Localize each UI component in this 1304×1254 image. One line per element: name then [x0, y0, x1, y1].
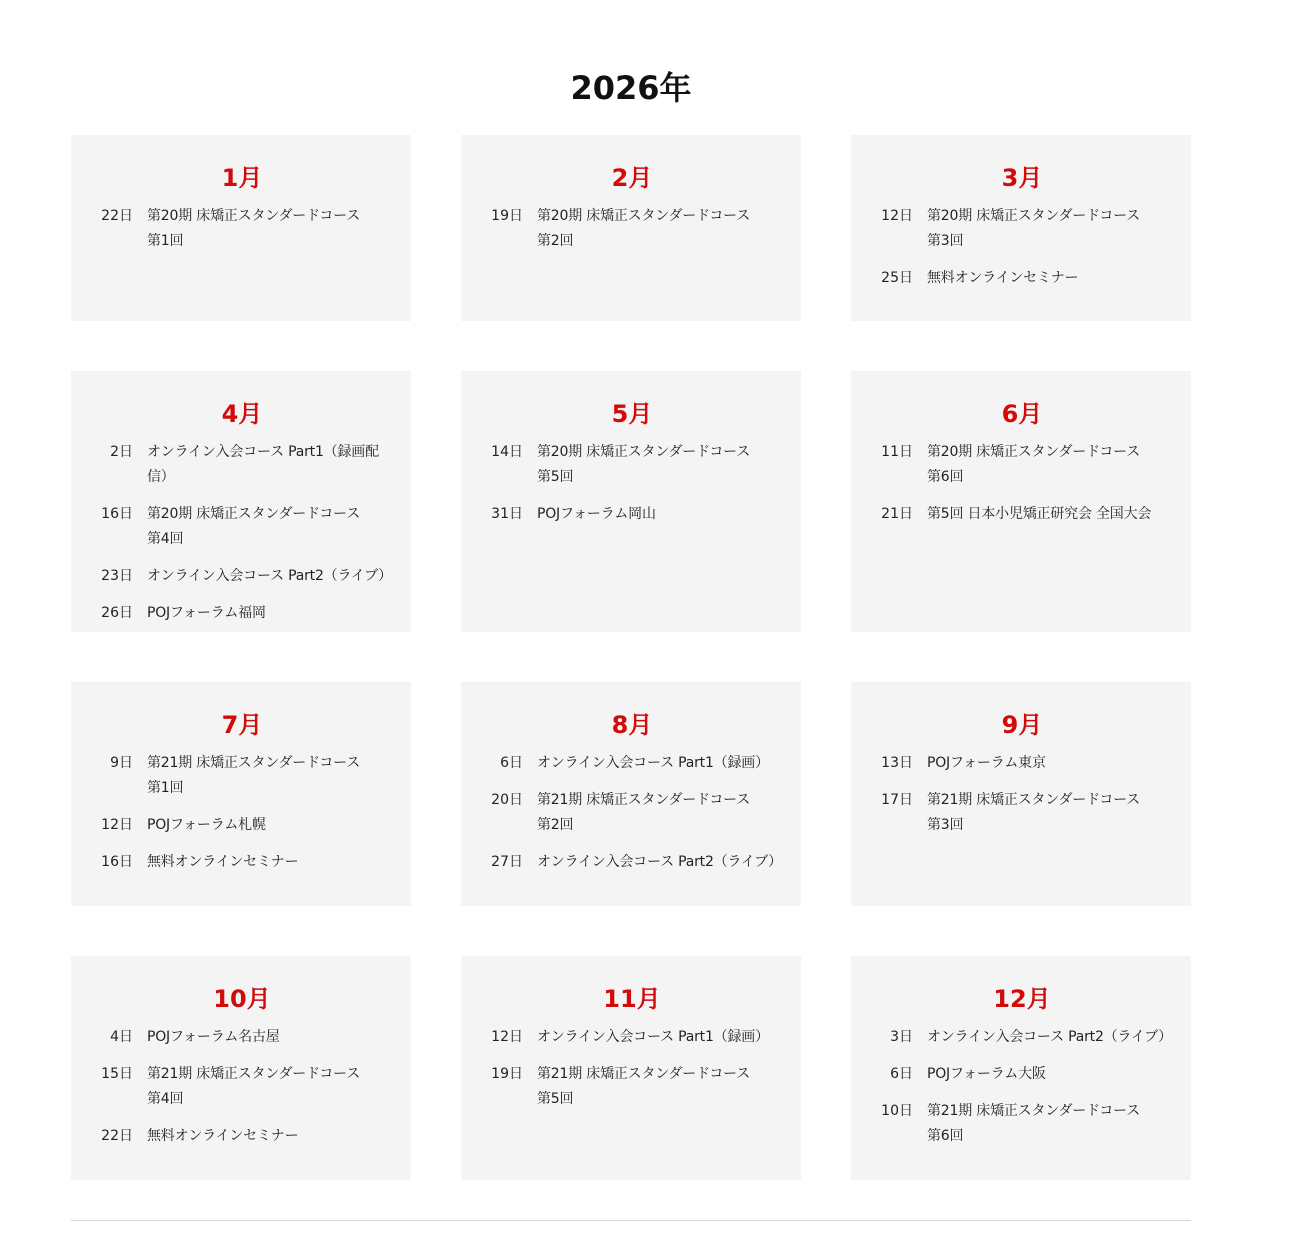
event-day: 20日: [491, 792, 523, 808]
event-item: [873, 502, 1171, 527]
month-heading: 12月: [993, 985, 1051, 1013]
month-card: [461, 956, 801, 1180]
month-heading: 11月: [603, 985, 661, 1013]
event-item: [93, 1124, 391, 1149]
event-day: 12日: [881, 208, 913, 224]
event-day: 12日: [101, 817, 133, 833]
event-item: [483, 1062, 781, 1112]
event-title: 第20期 床矯正スタンダードコース 第2回: [537, 208, 751, 249]
event-item: [873, 1025, 1171, 1050]
event-day: 10日: [881, 1103, 913, 1119]
event-day: 22日: [101, 208, 133, 224]
event-title: 第21期 床矯正スタンダードコース 第6回: [927, 1103, 1141, 1144]
event-day: 12日: [491, 1029, 523, 1045]
event-title: POJフォーラム大阪: [927, 1066, 1046, 1082]
month-card: [71, 371, 411, 632]
event-day: 14日: [491, 444, 523, 460]
event-title: 第21期 床矯正スタンダードコース 第5回: [537, 1066, 751, 1107]
month-card: [851, 956, 1191, 1180]
event-item: [483, 440, 781, 490]
calendar-row: [71, 135, 1191, 321]
event-day: 16日: [101, 854, 133, 870]
event-title: オンライン入会コース Part1（録画）: [537, 755, 769, 771]
event-title: オンライン入会コース Part2（ライブ）: [147, 568, 392, 584]
event-item: [873, 788, 1171, 838]
month-heading: 5月: [611, 400, 653, 428]
event-title: 第21期 床矯正スタンダードコース 第4回: [147, 1066, 361, 1107]
event-day: 9日: [110, 755, 133, 771]
bottom-divider: [71, 1220, 1191, 1221]
event-day: 3日: [890, 1029, 913, 1045]
event-title: 第20期 床矯正スタンダードコース 第6回: [927, 444, 1141, 485]
event-day: 19日: [491, 208, 523, 224]
event-title: オンライン入会コース Part1（録画配信）: [147, 444, 379, 485]
event-title: 第5回 日本小児矯正研究会 全国大会: [927, 506, 1152, 522]
event-title: 無料オンラインセミナー: [147, 1128, 299, 1144]
event-title: POJフォーラム名古屋: [147, 1029, 280, 1045]
event-item: [93, 813, 391, 838]
month-card: [851, 135, 1191, 321]
page-title: 2026年: [570, 69, 692, 108]
event-item: [873, 440, 1171, 490]
event-item: [93, 204, 391, 254]
event-title: 第20期 床矯正スタンダードコース 第3回: [927, 208, 1141, 249]
month-heading: 3月: [1001, 164, 1043, 192]
event-day: 19日: [491, 1066, 523, 1082]
event-title: 第20期 床矯正スタンダードコース 第4回: [147, 506, 361, 547]
event-title: POJフォーラム岡山: [537, 506, 656, 522]
event-day: 31日: [491, 506, 523, 522]
event-day: 15日: [101, 1066, 133, 1082]
event-title: オンライン入会コース Part1（録画）: [537, 1029, 769, 1045]
event-title: 無料オンラインセミナー: [927, 270, 1079, 286]
event-item: [93, 564, 391, 589]
month-heading: 9月: [1001, 711, 1043, 739]
event-item: [93, 1025, 391, 1050]
event-day: 22日: [101, 1128, 133, 1144]
event-title: オンライン入会コース Part2（ライブ）: [537, 854, 782, 870]
month-card: [851, 682, 1191, 906]
event-day: 6日: [890, 1066, 913, 1082]
month-heading: 2月: [611, 164, 653, 192]
event-item: [483, 502, 781, 527]
event-item: [93, 850, 391, 875]
event-day: 2日: [110, 444, 133, 460]
event-item: [873, 1099, 1171, 1149]
event-title: POJフォーラム福岡: [147, 605, 266, 621]
event-item: [93, 440, 391, 490]
event-item: [483, 751, 781, 776]
event-title: POJフォーラム札幌: [147, 817, 266, 833]
month-heading: 4月: [221, 400, 263, 428]
month-card: [461, 135, 801, 321]
event-item: [93, 601, 391, 626]
event-title: オンライン入会コース Part2（ライブ）: [927, 1029, 1172, 1045]
event-item: [483, 850, 781, 875]
month-heading: 6月: [1001, 400, 1043, 428]
event-title: 第21期 床矯正スタンダードコース 第3回: [927, 792, 1141, 833]
event-title: 第21期 床矯正スタンダードコース 第1回: [147, 755, 361, 796]
month-card: [461, 682, 801, 906]
month-card: [71, 135, 411, 321]
event-item: [93, 502, 391, 552]
month-card: [71, 956, 411, 1180]
event-title: 第20期 床矯正スタンダードコース 第5回: [537, 444, 751, 485]
event-item: [483, 1025, 781, 1050]
event-item: [93, 751, 391, 801]
event-day: 21日: [881, 506, 913, 522]
event-day: 27日: [491, 854, 523, 870]
event-item: [483, 788, 781, 838]
event-item: [873, 204, 1171, 254]
month-heading: 8月: [611, 711, 653, 739]
event-day: 25日: [881, 270, 913, 286]
event-day: 6日: [500, 755, 523, 771]
calendar-row: [71, 371, 1191, 632]
month-card: [71, 682, 411, 906]
event-day: 13日: [881, 755, 913, 771]
month-card: [461, 371, 801, 632]
event-title: 無料オンラインセミナー: [147, 854, 299, 870]
month-heading: 1月: [221, 164, 263, 192]
event-day: 23日: [101, 568, 133, 584]
calendar-row: [71, 682, 1191, 906]
event-item: [873, 266, 1171, 291]
event-day: 16日: [101, 506, 133, 522]
calendar-grid: [71, 135, 1191, 1230]
event-item: [93, 1062, 391, 1112]
event-title: 第21期 床矯正スタンダードコース 第2回: [537, 792, 751, 833]
event-day: 26日: [101, 605, 133, 621]
month-heading: 10月: [213, 985, 271, 1013]
event-day: 17日: [881, 792, 913, 808]
calendar-row: [71, 956, 1191, 1180]
event-day: 11日: [881, 444, 913, 460]
month-card: [851, 371, 1191, 632]
event-item: [873, 1062, 1171, 1087]
event-title: 第20期 床矯正スタンダードコース 第1回: [147, 208, 361, 249]
event-item: [483, 204, 781, 254]
event-day: 4日: [110, 1029, 133, 1045]
event-item: [873, 751, 1171, 776]
month-heading: 7月: [221, 711, 263, 739]
event-title: POJフォーラム東京: [927, 755, 1046, 771]
